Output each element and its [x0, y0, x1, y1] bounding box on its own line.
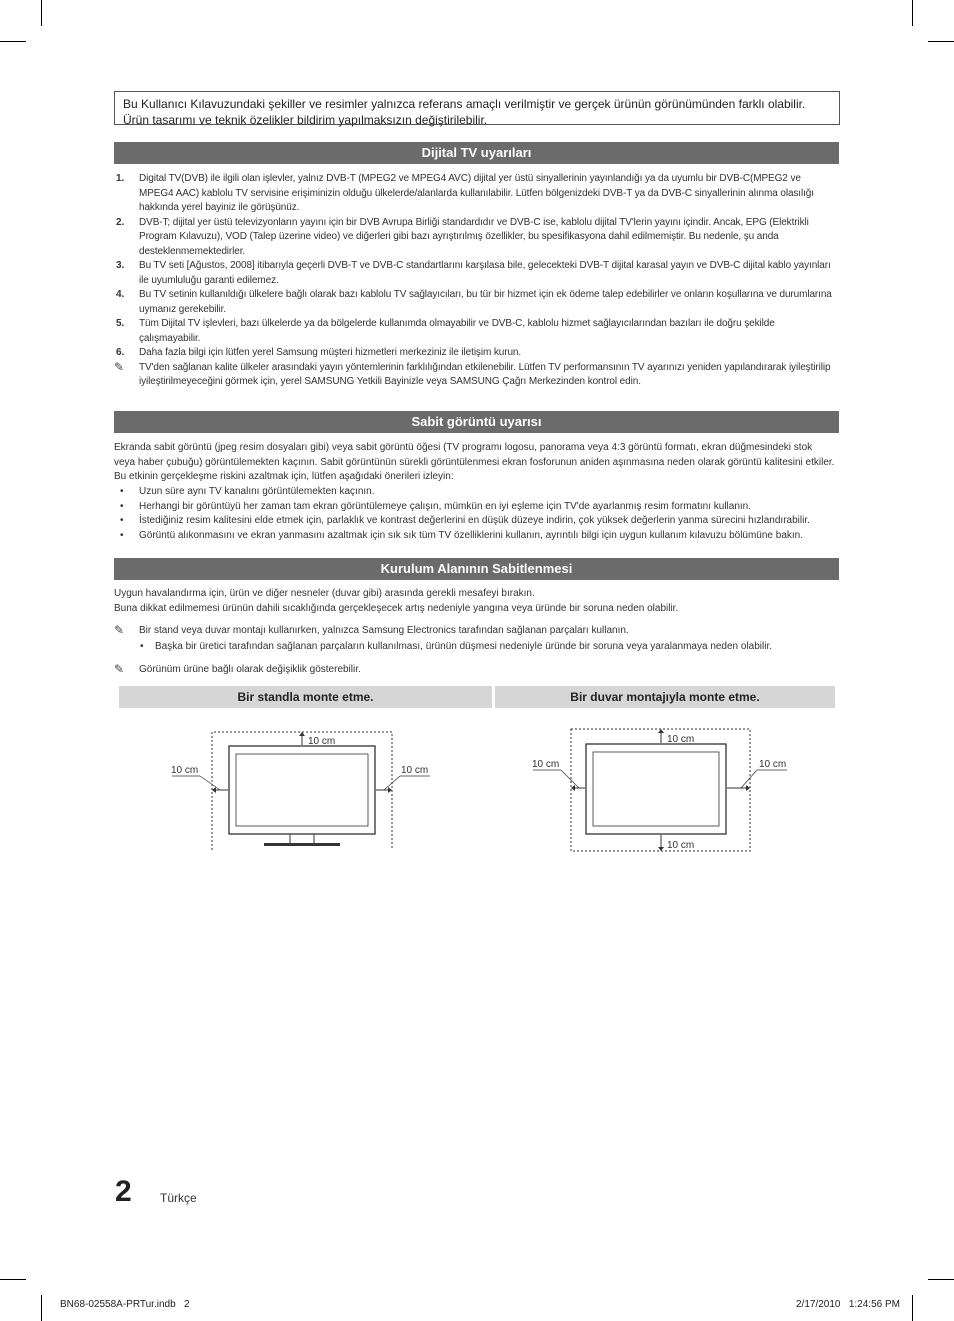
crop-mark — [928, 41, 954, 42]
installation-note-1-bullet: • Başka bir üretici tarafından sağlanan parçaların kullanılması, ürünün düşmesi nedeniyle üründe bir soruna veya yaralanmaya neden olabilir. — [140, 640, 835, 655]
bullet-icon: • — [120, 500, 124, 512]
distance-label-top: 10 cm — [667, 734, 695, 745]
arrow-icon — [746, 785, 750, 791]
crop-mark — [0, 41, 26, 42]
pencil-note-icon: ✎ — [114, 359, 124, 374]
page-number: 2 — [115, 1175, 132, 1208]
tv-frame — [229, 746, 375, 834]
arrow-icon — [658, 847, 664, 851]
arrow-icon — [388, 787, 392, 793]
bullet-icon: • — [120, 529, 124, 541]
list-item: 3. Bu TV seti [Ağustos, 2008] itibarıyla geçerli DVB-T ve DVB-C standartlarını karşılasa bile, gelecekteki DVB-T dijital karasal yayın ve DVB-C dijital kablo yayınları ile uyumluluğu garanti edilemez. — [116, 260, 831, 286]
distance-label-left: 10 cm — [532, 759, 560, 770]
list-item: 6. Daha fazla bilgi için lütfen yerel Samsung müşteri hizmetleri merkeziniz ile iletişim kurun. — [116, 347, 522, 358]
crop-mark — [41, 1295, 42, 1321]
still-image-intro: Ekranda sabit görüntü (jpeg resim dosyaları gibi) veya sabit görüntü öğesi (TV programı logosu, panorama veya 4:3 görüntü formatı, ekran düğmesindeki stok veya haber çubuğu) görüntülemekten kaçının. Sabit görüntünün sürekli görüntülenmesi ekran fosforunun aniden aşınmasına neden olarak görüntü kalitesini etkiler. Bu etkinin gerçekleşme riskini azaltmak için, lütfen aşağıdaki önerileri izleyin: — [114, 442, 835, 482]
bullet-icon: • — [120, 486, 124, 497]
distance-label-left: 10 cm — [171, 765, 199, 776]
section-title-installation: Kurulum Alanının Sabitlenmesi — [114, 558, 839, 580]
tv-frame — [586, 744, 726, 834]
list-item: 4. Bu TV setinin kullanıldığı ülkelere bağlı olarak bazı kablolu TV sağlayıcıları, bu tür bir hizmet için ek ödeme talep edebilirler ve onların koşullarına ve durumlarına uymanız gerekebilir. — [116, 289, 832, 315]
distance-label-top: 10 cm — [308, 736, 336, 747]
installation-note-1: ✎ Bir stand veya duvar montajı kullanırken, yalnızca Samsung Electronics tarafından sağlanan parçaları kullanın. — [114, 623, 629, 637]
crop-mark — [912, 0, 913, 26]
still-image-bullets — [114, 485, 836, 543]
installation-intro-2: Buna dikkat edilmemesi ürünün dahili sıcaklığında gerçekleşecek artış nedeniyle yangına veya üründe bir soruna neden olabilir. — [114, 603, 679, 614]
crop-mark — [928, 1279, 954, 1280]
section-title-digital-tv: Dijital TV uyarıları — [114, 142, 839, 164]
clearance-outline — [571, 729, 750, 851]
distance-label-bottom: 10 cm — [667, 840, 695, 851]
tv-screen — [236, 754, 368, 826]
wall-mount-diagram — [525, 724, 795, 856]
stand-mount-diagram — [160, 726, 450, 856]
installation-intro-1: Uygun havalandırma için, ürün ve diğer nesneler (duvar gibi) arasında gerekli mesafeyi bırakın. — [114, 588, 535, 599]
crop-mark — [912, 1295, 913, 1321]
list-item: 1. Digital TV(DVB) ile ilgili olan işlevler, yalnız DVB-T (MPEG2 ve MPEG4 AVC) dijital yer üstü sinyallerinin yayınlandığı ya da uyumlu bir DVB-C(MPEG2 ve MPEG4 AAC) kablolu TV servisine erişiminizin olduğu ülkelerde/alanlarda kullanılabilir. Lütfen bölgenizdeki DVB-T ya da DVB-C sinyallerinin alınma olasılığı hakkında yerel bayiniz ile görüşünüz. — [116, 173, 814, 213]
arrow-icon — [299, 732, 305, 736]
list-item: • Uzun süre aynı TV kanalını görüntülemekten kaçının. — [114, 485, 836, 500]
bullet-icon: • — [140, 641, 144, 652]
crop-mark — [41, 0, 42, 26]
tv-screen — [593, 752, 719, 826]
list-item: • Herhangi bir görüntüyü her zaman tam ekran görüntülemeye çalışın, mümkün en iyi eşleme için TV'de ayarlanmış resim formatını kullanın. — [114, 500, 836, 515]
crop-mark — [0, 1279, 26, 1280]
imprint-date: 2/17/2010 1:24:56 PM — [796, 1299, 900, 1310]
wall-mount-heading: Bir duvar montajıyla monte etme. — [495, 686, 835, 708]
list-item: • Görüntü alıkonmasını ve ekran yanmasını azaltmak için sık sık tüm TV özelliklerini kullanın, ayrıntılı bilgi için uygun kullanım kılavuzu bölümüne bakın. — [114, 529, 836, 544]
section-title-still-image: Sabit görüntü uyarısı — [114, 411, 839, 433]
installation-note-2: ✎ Görünüm ürüne bağlı olarak değişiklik gösterebilir. — [114, 662, 361, 676]
list-item: 2. DVB-T; dijital yer üstü televizyonların yayını için bir DVB Avrupa Birliği standardıdır ve DVB-C ise, kablolu dijital TV'lerin yayını içindir. Ancak, EPG (Elektrikli Program Kılavuzu), VOD (Talep üzerine video) ve diğerleri gibi bazı ayrıştırılmış özellikler, bu spesifikasyona dahil edilmemiştir. Bu nedenle, şu anda desteklenmemektedirler. — [116, 216, 809, 257]
arrow-icon — [658, 729, 664, 733]
list-item: • İstediğiniz resim kalitesini elde etmek için, parlaklık ve kontrast değerlerini en düşük düzeye indirin, çok yüksek değerlerin yanma sürecini hızlandırabilir. — [114, 514, 836, 529]
arrow-icon — [212, 787, 216, 793]
pencil-note-icon: ✎ — [114, 623, 125, 637]
stand-mount-heading: Bir standla monte etme. — [119, 686, 492, 708]
tv-neck — [290, 834, 314, 844]
note-item: ✎ TV'den sağlanan kalite ülkeler arasındaki yayın yöntemlerinin farklılığından etkilenebilir. Lütfen TV performansının TV ayarınızı yeniden yapılandırarak iyileştirilip iyileştirilmeyeceğini görmek için, yerel SAMSUNG Yetkili Bayinizle veya SAMSUNG Çağrı Merkezinden kontrol edin. — [114, 359, 831, 387]
list-item: 5. Tüm Dijital TV işlevleri, bazı ülkelerde ya da bölgelerde kullanımda olmayabilir ve DVB-C, kablolu hizmet sağlayıcılarından bazıları ile doğru şekilde çalışmayabilir. — [116, 318, 775, 344]
arrow-icon — [571, 785, 575, 791]
bullet-icon: • — [120, 515, 124, 526]
pencil-note-icon: ✎ — [114, 662, 125, 676]
disclaimer-notice: Bu Kullanıcı Kılavuzundaki şekiller ve resimler yalnızca referans amaçlı verilmiştir ve gerçek ürünün görünümünden farklı olabilir. Ürün tasarımı ve teknik özelikler bildirim yapılmaksızın değiştirilebilir. — [114, 91, 840, 125]
digital-tv-list — [114, 172, 836, 390]
imprint-file: BN68-02558A-PRTur.indb 2 — [60, 1299, 190, 1310]
page-language: Türkçe — [160, 1191, 197, 1205]
tv-stand-base — [264, 843, 340, 846]
distance-label-right: 10 cm — [401, 765, 429, 776]
clearance-outline — [212, 732, 392, 850]
distance-label-right: 10 cm — [759, 759, 787, 770]
